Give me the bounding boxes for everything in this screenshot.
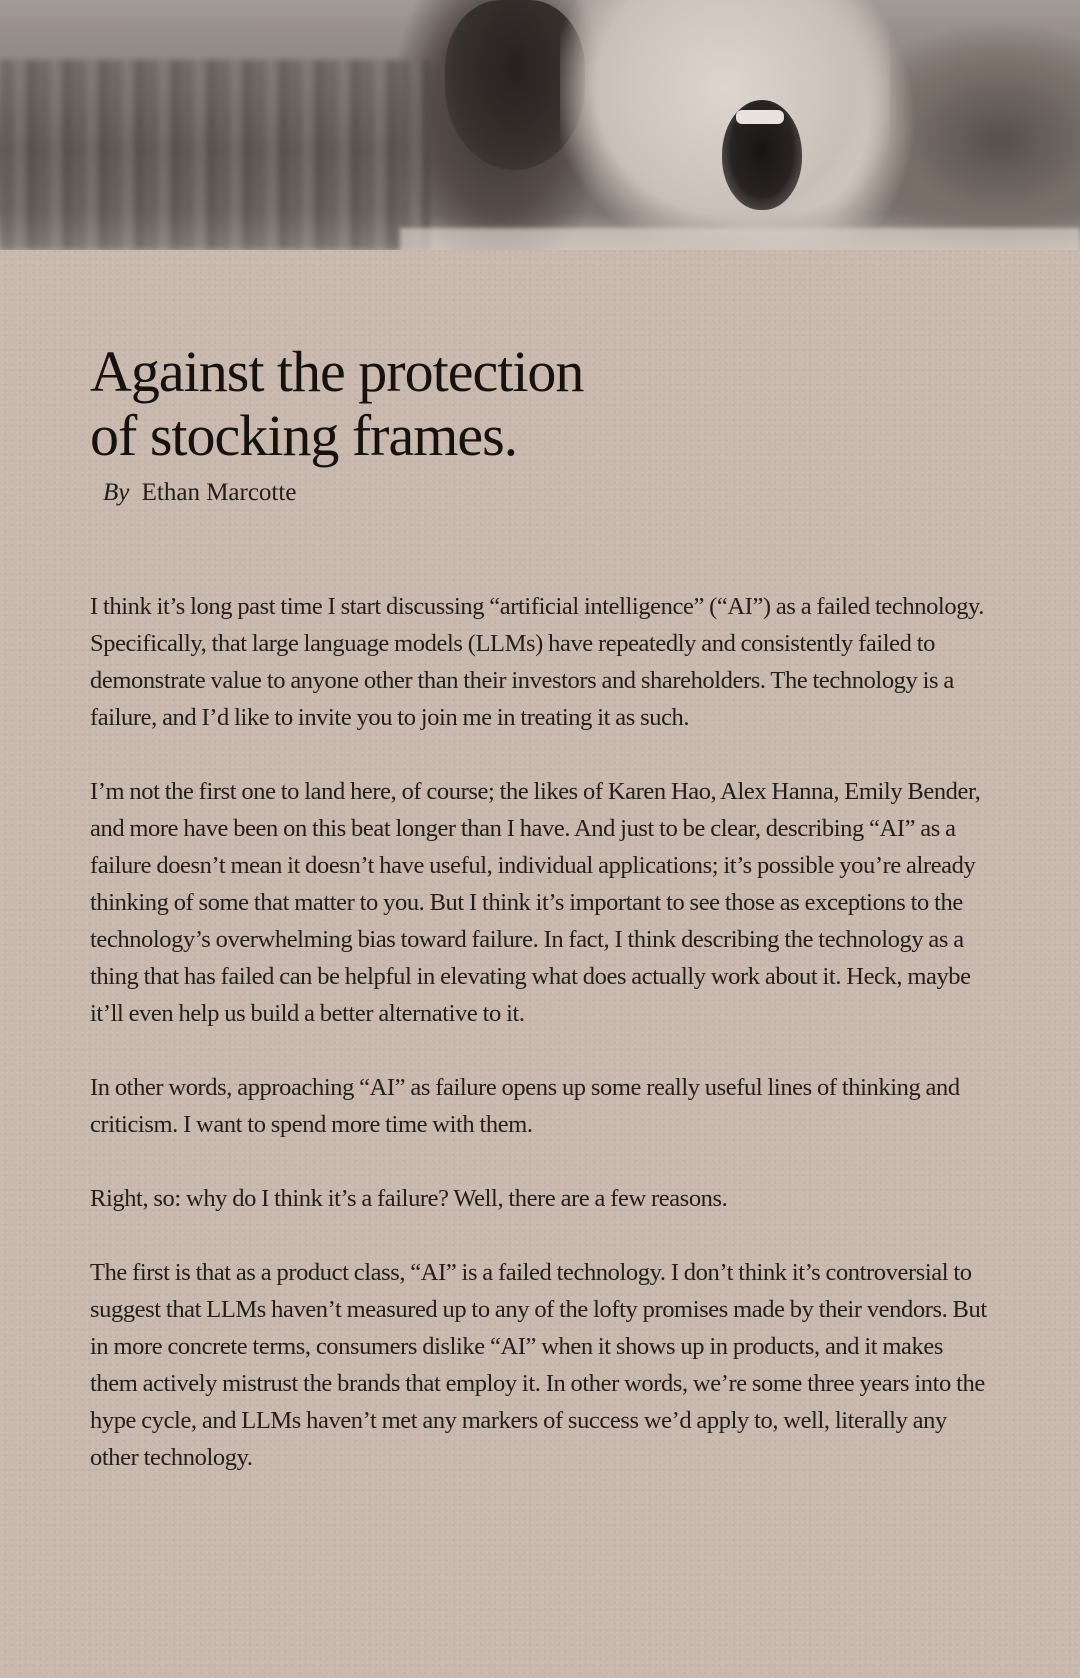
article-title	[90, 340, 990, 468]
paragraph: The first is that as a product class, “AI” is a failed technology. I don’t think it’s controversial to suggest that LLMs haven’t measured up to any of the lofty promises made by their vendors. But in more concrete terms, consumers dislike “AI” when it shows up in products, and it makes them actively mistrust the brands that employ it. In other words, we’re some three years into the hype cycle, and LLMs haven’t met any markers of success we’d apply to, well, literally any other technology.	[90, 1259, 987, 1471]
paragraph: I think it’s long past time I start discussing “artificial intelligence” (“AI”) as a failed technology. Specifically, that large language models (LLMs) have repeatedly and consistently failed to demonstrate value to anyone other than their investors and shareholders. The technology is a failure, and I’d like to invite you to join me in treating it as such.	[90, 593, 985, 731]
title-line-1: Against the protection	[90, 339, 584, 404]
hero-image	[0, 0, 1080, 250]
hero-collar	[400, 228, 1080, 250]
hero-face	[560, 0, 890, 250]
title-line-2: of stocking frames.	[90, 403, 518, 468]
paragraph: I’m not the first one to land here, of course; the likes of Karen Hao, Alex Hanna, Emily Bender, and more have been on this beat longer than I have. And just to be clear, describing “AI” as a failure doesn’t mean it doesn’t have useful, individual applications; it’s possible you’re already thinking of some that matter to you. But I think it’s important to see those as exceptions to the technology’s overwhelming bias toward failure. In fact, I think describing the technology as a thing that has failed can be helpful in elevating what does actually work about it. Heck, maybe it’ll even help us build a better alternative to it.	[90, 778, 981, 1027]
byline-prefix: By	[103, 479, 130, 506]
paragraph: In other words, approaching “AI” as failure opens up some really useful lines of thinking and criticism. I want to spend more time with them.	[90, 1074, 960, 1138]
article-body	[90, 588, 990, 1476]
hero-teeth	[736, 110, 784, 124]
paragraph: Right, so: why do I think it’s a failure? Well, there are a few reasons.	[90, 1185, 728, 1212]
byline	[103, 478, 990, 508]
byline-author: Ethan Marcotte	[141, 479, 297, 506]
hero-trees	[0, 60, 430, 250]
article	[90, 340, 990, 1513]
